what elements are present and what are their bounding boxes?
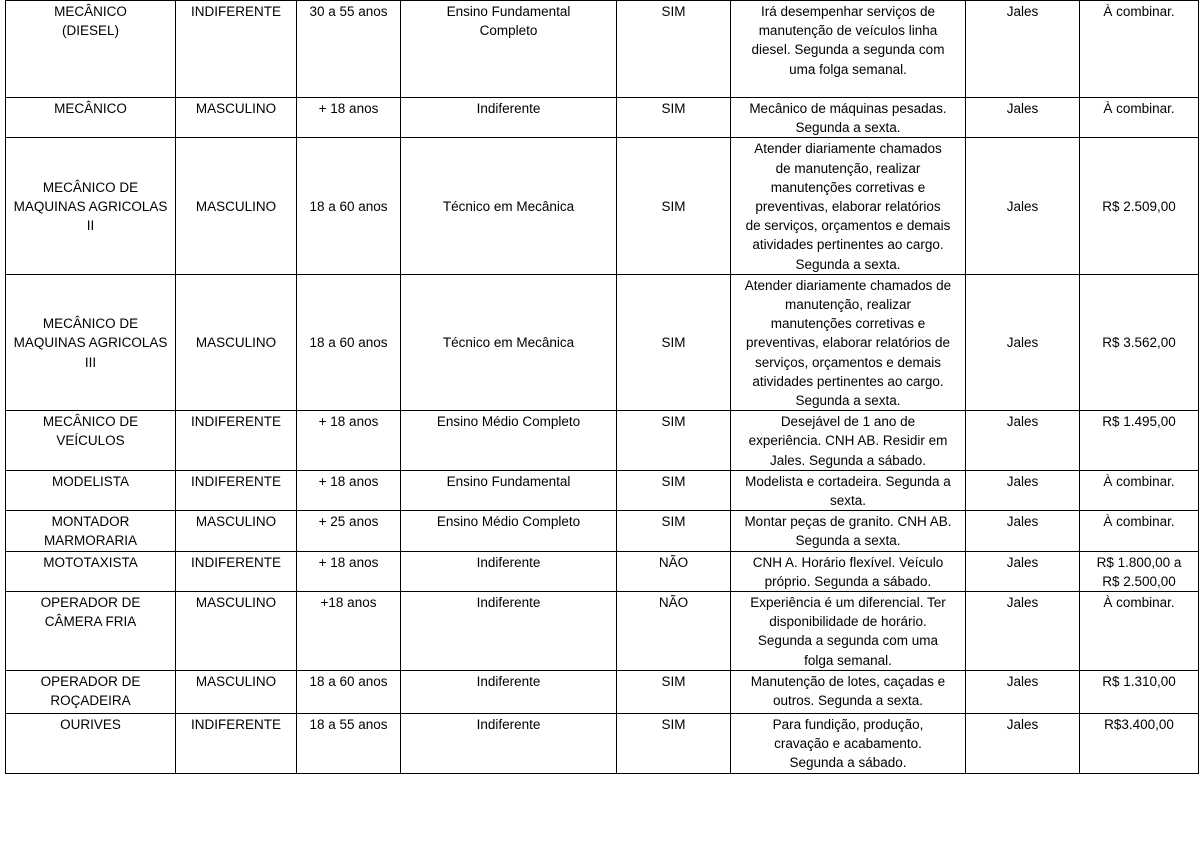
table-row	[6, 713, 1199, 773]
cell-descricao: Atender diariamente chamados de manutenção, realizar manutenções corretivas e preventivas, elaborar relatórios de serviços, orçamentos e demais atividades pertinentes ao cargo. Segunda a sexta.	[731, 274, 966, 410]
table-row	[6, 592, 1199, 671]
cell-salario: À combinar.	[1080, 1, 1199, 98]
cell-cidade: Jales	[966, 713, 1080, 773]
cell-descricao: Atender diariamente chamados de manutenção, realizar manutenções corretivas e preventivas, elaborar relatórios de serviços, orçamentos e demais atividades pertinentes ao cargo. Segunda a sexta.	[731, 138, 966, 274]
cell-experiencia: SIM	[617, 138, 731, 274]
cell-sexo: INDIFERENTE	[176, 1, 297, 98]
cell-salario: R$ 2.509,00	[1080, 138, 1199, 274]
cell-idade: 30 a 55 anos	[297, 1, 401, 98]
cell-cidade: Jales	[966, 551, 1080, 591]
cell-experiencia: NÃO	[617, 592, 731, 671]
cell-experiencia: SIM	[617, 470, 731, 510]
cell-sexo: MASCULINO	[176, 592, 297, 671]
cell-idade: + 18 anos	[297, 470, 401, 510]
table-row	[6, 551, 1199, 591]
cell-cidade: Jales	[966, 411, 1080, 471]
cell-cargo: MOTOTAXISTA	[6, 551, 176, 591]
cell-idade: + 18 anos	[297, 411, 401, 471]
table-row	[6, 511, 1199, 551]
cell-sexo: MASCULINO	[176, 138, 297, 274]
cell-sexo: MASCULINO	[176, 98, 297, 138]
cell-cargo: MONTADOR MARMORARIA	[6, 511, 176, 551]
cell-idade: + 18 anos	[297, 551, 401, 591]
cell-idade: + 25 anos	[297, 511, 401, 551]
cell-salario: À combinar.	[1080, 511, 1199, 551]
cell-escolaridade: Indiferente	[401, 98, 617, 138]
cell-cidade: Jales	[966, 670, 1080, 713]
cell-cidade: Jales	[966, 592, 1080, 671]
cell-cidade: Jales	[966, 98, 1080, 138]
cell-sexo: INDIFERENTE	[176, 713, 297, 773]
cell-descricao: Para fundição, produção, cravação e acabamento. Segunda a sábado.	[731, 713, 966, 773]
cell-salario: R$ 1.495,00	[1080, 411, 1199, 471]
cell-escolaridade: Indiferente	[401, 670, 617, 713]
cell-idade: +18 anos	[297, 592, 401, 671]
cell-sexo: INDIFERENTE	[176, 411, 297, 471]
cell-escolaridade: Indiferente	[401, 551, 617, 591]
cell-cidade: Jales	[966, 274, 1080, 410]
cell-descricao: Experiência é um diferencial. Ter disponibilidade de horário. Segunda a segunda com uma folga semanal.	[731, 592, 966, 671]
cell-salario: R$ 1.800,00 a R$ 2.500,00	[1080, 551, 1199, 591]
cell-experiencia: SIM	[617, 1, 731, 98]
cell-experiencia: SIM	[617, 670, 731, 713]
cell-idade: 18 a 60 anos	[297, 138, 401, 274]
cell-descricao: Desejável de 1 ano de experiência. CNH AB. Residir em Jales. Segunda a sábado.	[731, 411, 966, 471]
cell-salario: R$ 3.562,00	[1080, 274, 1199, 410]
cell-salario: R$3.400,00	[1080, 713, 1199, 773]
cell-escolaridade: Ensino Fundamental	[401, 470, 617, 510]
cell-cargo: MECÂNICO DE MAQUINAS AGRICOLAS II	[6, 138, 176, 274]
cell-cargo: OPERADOR DE CÂMERA FRIA	[6, 592, 176, 671]
table-row	[6, 274, 1199, 410]
cell-descricao: Mecânico de máquinas pesadas. Segunda a sexta.	[731, 98, 966, 138]
cell-experiencia: SIM	[617, 511, 731, 551]
cell-idade: + 18 anos	[297, 98, 401, 138]
cell-descricao: Manutenção de lotes, caçadas e outros. Segunda a sexta.	[731, 670, 966, 713]
table-row	[6, 411, 1199, 471]
cell-sexo: MASCULINO	[176, 670, 297, 713]
cell-descricao: Montar peças de granito. CNH AB. Segunda a sexta.	[731, 511, 966, 551]
cell-descricao: Irá desempenhar serviços de manutenção de veículos linha diesel. Segunda a segunda com uma folga semanal.	[731, 1, 966, 98]
cell-idade: 18 a 55 anos	[297, 713, 401, 773]
cell-idade: 18 a 60 anos	[297, 274, 401, 410]
cell-sexo: MASCULINO	[176, 511, 297, 551]
cell-sexo: INDIFERENTE	[176, 551, 297, 591]
cell-experiencia: NÃO	[617, 551, 731, 591]
cell-idade: 18 a 60 anos	[297, 670, 401, 713]
cell-experiencia: SIM	[617, 274, 731, 410]
cell-descricao: CNH A. Horário flexível. Veículo próprio. Segunda a sábado.	[731, 551, 966, 591]
cell-cidade: Jales	[966, 138, 1080, 274]
cell-salario: À combinar.	[1080, 470, 1199, 510]
cell-salario: À combinar.	[1080, 592, 1199, 671]
table-row	[6, 98, 1199, 138]
cell-escolaridade: Ensino Médio Completo	[401, 411, 617, 471]
table-row	[6, 138, 1199, 274]
table-body	[6, 1, 1199, 774]
cell-cargo: OURIVES	[6, 713, 176, 773]
cell-cidade: Jales	[966, 1, 1080, 98]
cell-escolaridade: Técnico em Mecânica	[401, 138, 617, 274]
cell-escolaridade: Técnico em Mecânica	[401, 274, 617, 410]
cell-escolaridade: Indiferente	[401, 592, 617, 671]
cell-descricao: Modelista e cortadeira. Segunda a sexta.	[731, 470, 966, 510]
cell-escolaridade: Ensino Fundamental Completo	[401, 1, 617, 98]
cell-experiencia: SIM	[617, 98, 731, 138]
cell-cargo: MECÂNICO (DIESEL)	[6, 1, 176, 98]
cell-experiencia: SIM	[617, 713, 731, 773]
cell-escolaridade: Indiferente	[401, 713, 617, 773]
cell-cargo: MODELISTA	[6, 470, 176, 510]
table-row	[6, 1, 1199, 98]
job-listings-table	[5, 0, 1199, 774]
table-row	[6, 670, 1199, 713]
cell-escolaridade: Ensino Médio Completo	[401, 511, 617, 551]
cell-cargo: MECÂNICO DE MAQUINAS AGRICOLAS III	[6, 274, 176, 410]
cell-experiencia: SIM	[617, 411, 731, 471]
cell-cidade: Jales	[966, 470, 1080, 510]
cell-cargo: MECÂNICO	[6, 98, 176, 138]
cell-cidade: Jales	[966, 511, 1080, 551]
cell-salario: À combinar.	[1080, 98, 1199, 138]
cell-cargo: OPERADOR DE ROÇADEIRA	[6, 670, 176, 713]
cell-sexo: INDIFERENTE	[176, 470, 297, 510]
cell-salario: R$ 1.310,00	[1080, 670, 1199, 713]
cell-cargo: MECÂNICO DE VEÍCULOS	[6, 411, 176, 471]
cell-sexo: MASCULINO	[176, 274, 297, 410]
table-row	[6, 470, 1199, 510]
